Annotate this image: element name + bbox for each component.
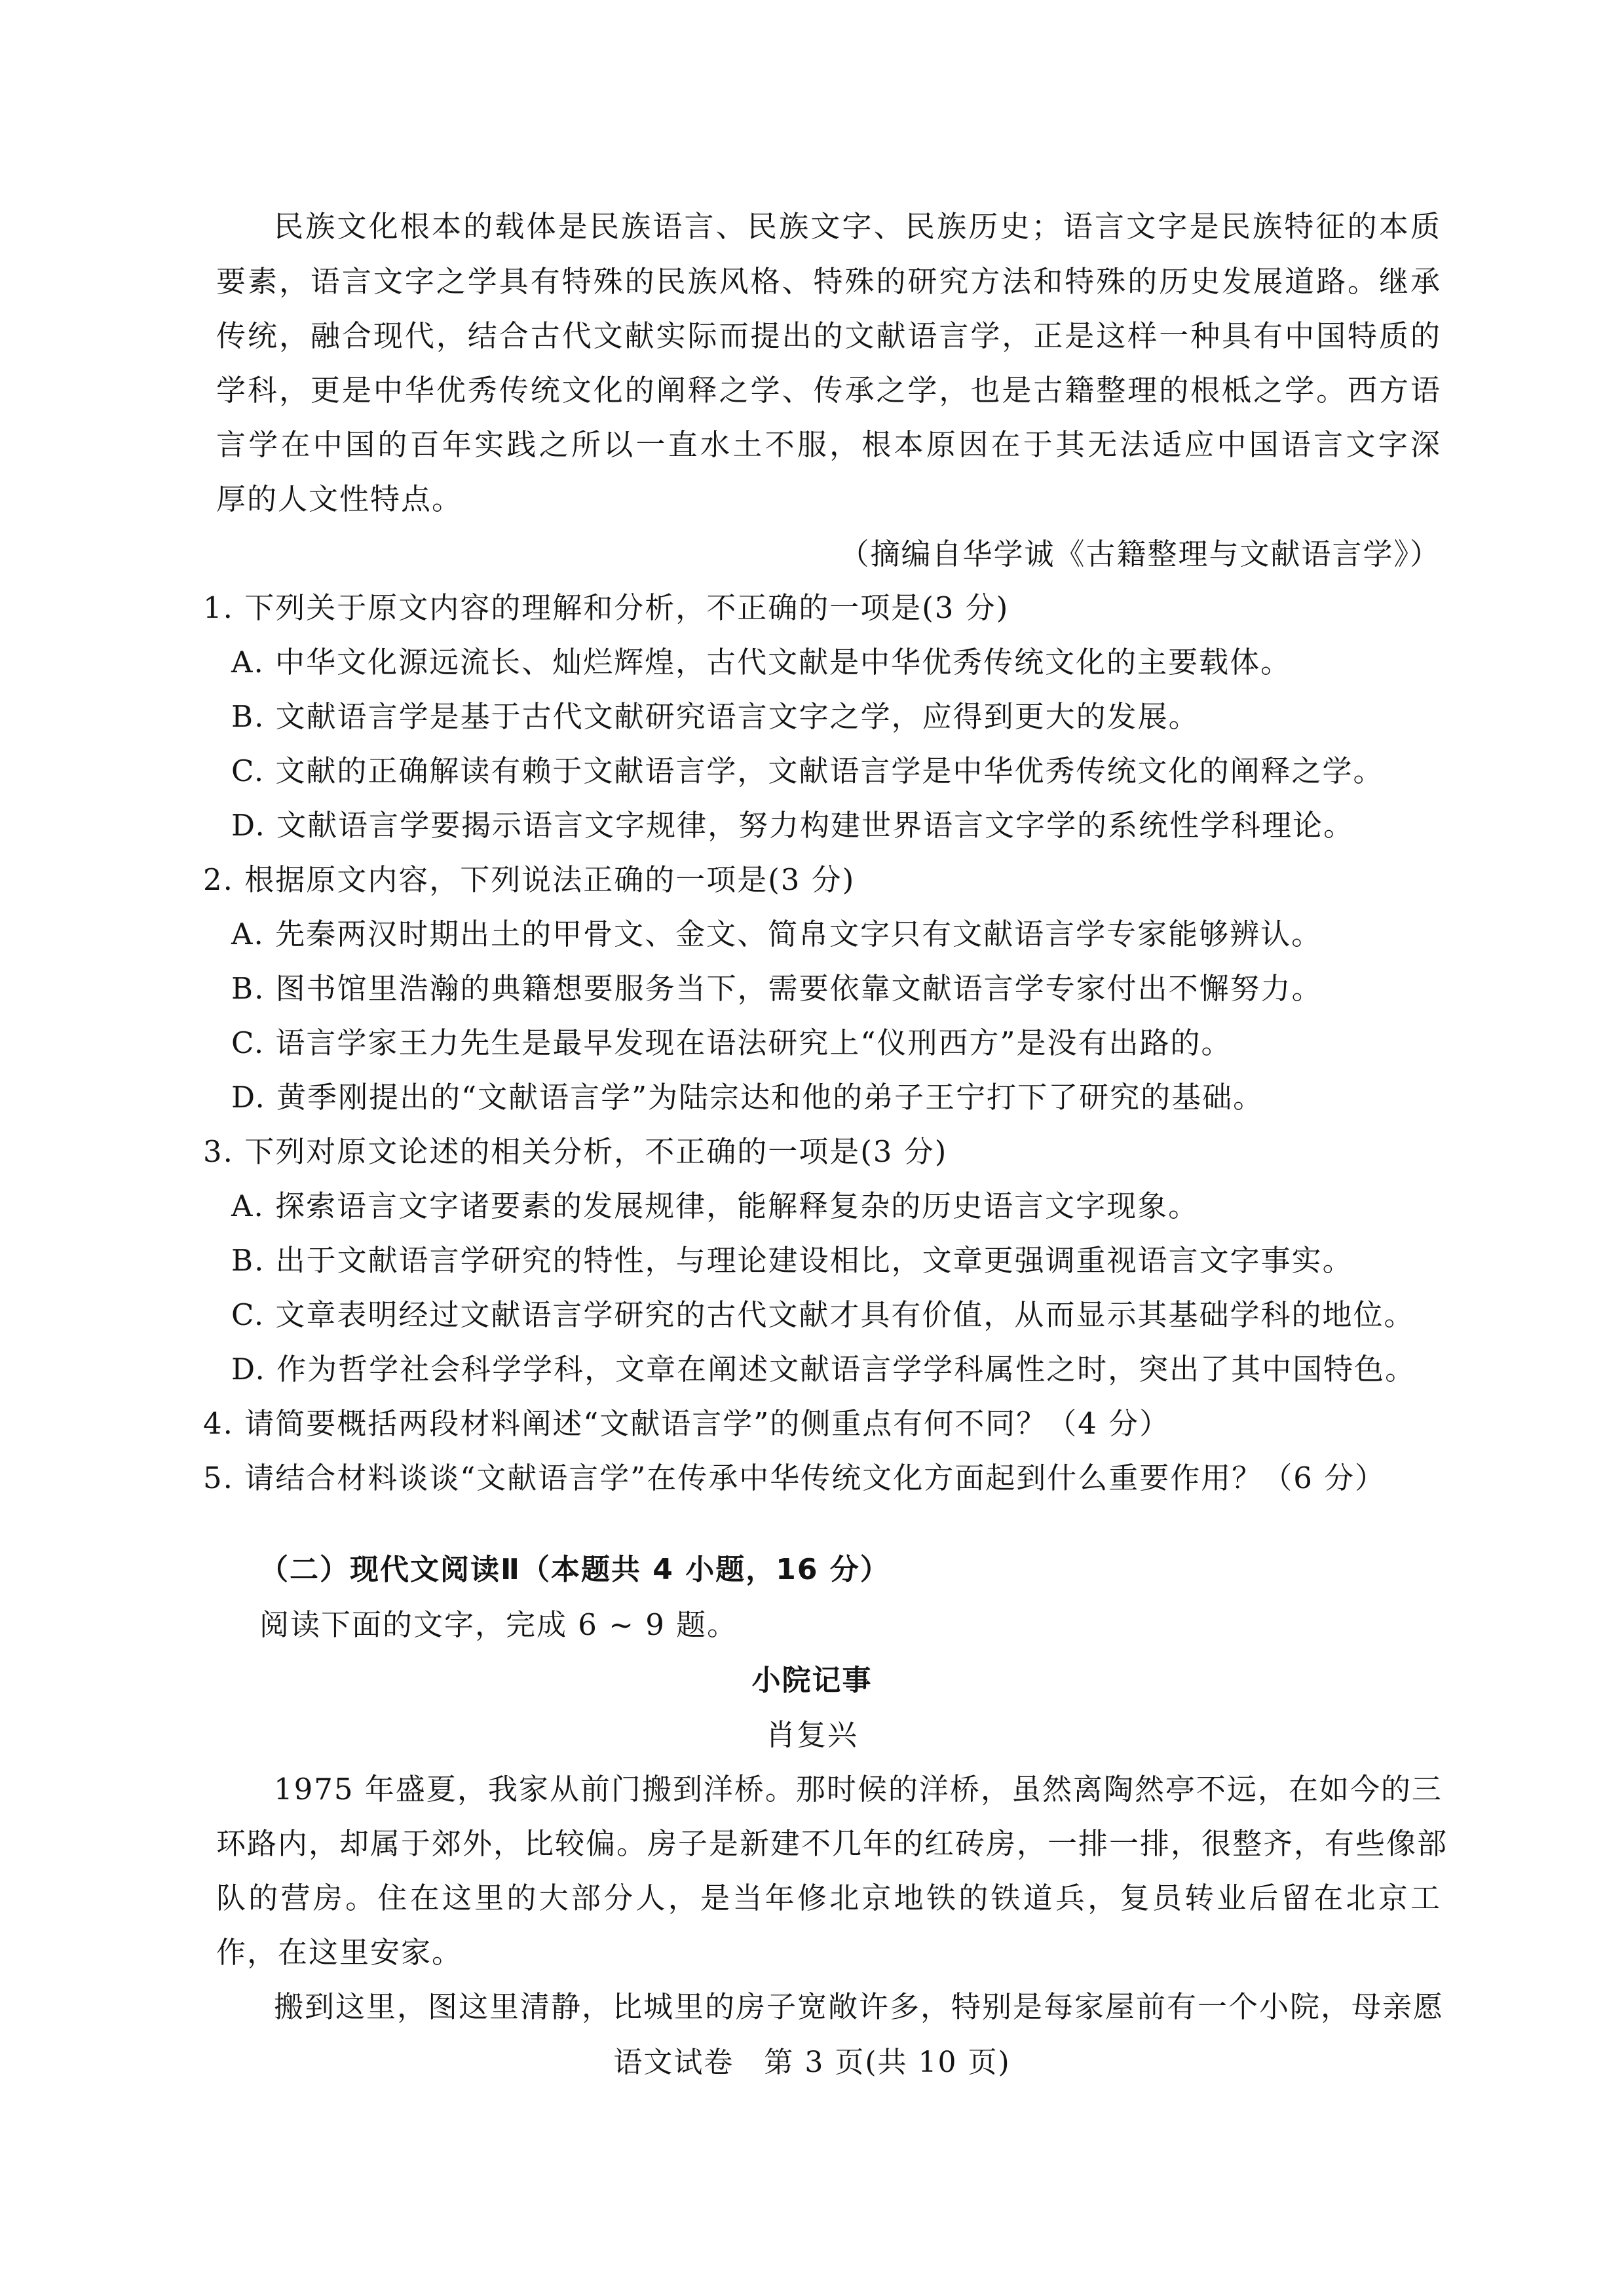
question-option: B. 图书馆里浩瀚的典籍想要服务当下，需要依靠文献语言学专家付出不懈努力。 [231, 971, 1323, 1006]
question-option: B. 文献语言学是基于古代文献研究语言文字之学，应得到更大的发展。 [231, 699, 1199, 734]
page-footer: 语文试卷 第 3 页(共 10 页) [613, 2046, 1011, 2079]
section-heading: （二）现代文阅读Ⅱ（本题共 4 小题，16 分） [259, 1553, 890, 1586]
question-stem: 1. 下列关于原文内容的理解和分析，不正确的一项是(3 分) [203, 590, 1010, 625]
passage1-line: 学科，更是中华优秀传统文化的阐释之学、传承之学，也是古籍整理的根柢之学。西方语 [216, 373, 1441, 408]
question-option: B. 出于文献语言学研究的特性，与理论建设相比，文章更强调重视语言文字事实。 [231, 1243, 1353, 1278]
passage1-line: 民族文化根本的载体是民族语言、民族文字、民族历史；语言文字是民族特征的本质 [274, 209, 1441, 244]
question-option: D. 黄季刚提出的“文献语言学”为陆宗达和他的弟子王宁打下了研究的基础。 [231, 1080, 1264, 1115]
passage1-line: 要素，语言文字之学具有特殊的民族风格、特殊的研究方法和特殊的历史发展道路。继承 [216, 264, 1441, 299]
story-line: 环路内，却属于郊外，比较偏。房子是新建不几年的红砖房，一排一排，很整齐，有些像部 [216, 1826, 1448, 1861]
question-option: C. 文献的正确解读有赖于文献语言学，文献语言学是中华优秀传统文化的阐释之学。 [231, 754, 1384, 788]
passage1-line: 厚的人文性特点。 [216, 482, 463, 516]
story-line: 搬到这里，图这里清静，比城里的房子宽敞许多，特别是每家屋前有一个小院，母亲愿 [274, 1989, 1445, 2024]
passage1-line: 言学在中国的百年实践之所以一直水土不服，根本原因在于其无法适应中国语言文字深 [216, 427, 1441, 462]
question-stem: 3. 下列对原文论述的相关分析，不正确的一项是(3 分) [203, 1134, 948, 1169]
passage1-line: 传统，融合现代，结合古代文献实际而提出的文献语言学，正是这样一种具有中国特质的 [216, 318, 1441, 353]
question-option: C. 文章表明经过文献语言学研究的古代文献才具有价值，从而显示其基础学科的地位。 [231, 1297, 1415, 1332]
section-instruction: 阅读下面的文字，完成 6 ~ 9 题。 [259, 1607, 738, 1642]
question-option: A. 先秦两汉时期出土的甲骨文、金文、简帛文字只有文献语言学专家能够辨认。 [231, 917, 1323, 951]
question-stem: 5. 请结合材料谈谈“文献语言学”在传承中华传统文化方面起到什么重要作用？（6 分） [203, 1461, 1386, 1495]
question-stem: 2. 根据原文内容，下列说法正确的一项是(3 分) [203, 862, 856, 897]
question-option: D. 文献语言学要揭示语言文字规律，努力构建世界语言文字学的系统性学科理论。 [231, 808, 1355, 843]
story-title: 小院记事 [751, 1664, 873, 1697]
question-option: D. 作为哲学社会科学学科，文章在阐述文献语言学学科属性之时，突出了其中国特色。 [231, 1352, 1416, 1387]
story-line: 作，在这里安家。 [216, 1935, 463, 1970]
question-option: C. 语言学家王力先生是最早发现在语法研究上“仪刑西方”是没有出路的。 [231, 1025, 1232, 1060]
question-option: A. 探索语言文字诸要素的发展规律，能解释复杂的历史语言文字现象。 [231, 1189, 1199, 1223]
question-option: A. 中华文化源远流长、灿烂辉煌，古代文献是中华优秀传统文化的主要载体。 [231, 645, 1292, 679]
question-stem: 4. 请简要概括两段材料阐述“文献语言学”的侧重点有何不同？（4 分） [203, 1406, 1171, 1441]
story-line: 1975 年盛夏，我家从前门搬到洋桥。那时候的洋桥，虽然离陶然亭不远，在如今的三 [274, 1772, 1443, 1807]
passage1-source: （摘编自华学诚《古籍整理与文献语言学》） [839, 537, 1441, 571]
story-author: 肖复兴 [765, 1717, 858, 1752]
story-line: 队的营房。住在这里的大部分人，是当年修北京地铁的铁道兵，复员转业后留在北京工 [216, 1881, 1441, 1915]
